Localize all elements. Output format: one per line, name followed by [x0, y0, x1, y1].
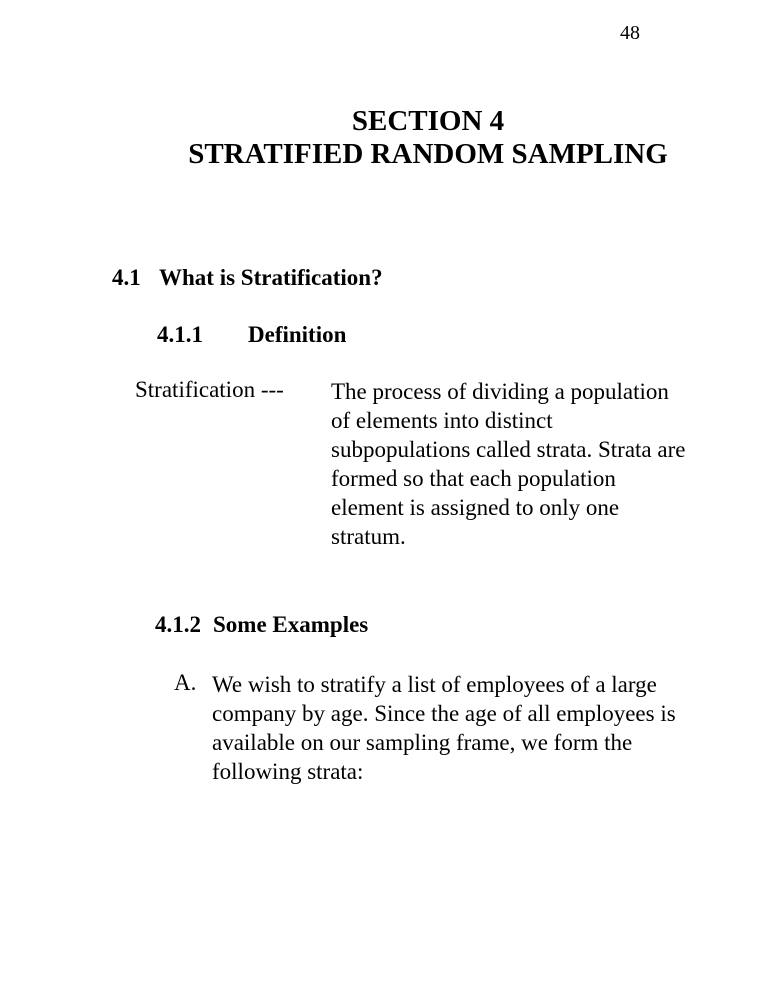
example-item-label: A.: [174, 670, 197, 695]
definition-term: Stratification ---: [135, 377, 284, 402]
subsection-heading-text: Definition: [248, 322, 347, 347]
definition-line: The process of dividing a population: [331, 379, 669, 404]
section-heading-text: What is Stratification?: [159, 265, 383, 290]
section-title: SECTION 4: [351, 105, 505, 137]
example-line: available on our sampling frame, we form the: [212, 730, 633, 755]
section-number: 4.1: [112, 265, 141, 290]
subsection-number: 4.1.2: [155, 612, 201, 637]
subsection-heading-definition: [157, 322, 346, 348]
section-subtitle: STRATIFIED RANDOM SAMPLING: [188, 138, 668, 170]
page-number: 48: [620, 22, 640, 44]
definition-line: formed so that each population: [331, 466, 616, 491]
section-heading: [112, 265, 383, 291]
definition-line: element is assigned to only one: [331, 495, 620, 520]
definition-line: of elements into distinct: [331, 408, 553, 433]
example-line: We wish to stratify a list of employees of a large: [212, 672, 657, 697]
subsection-number: 4.1.1: [157, 322, 203, 347]
example-line: following strata:: [212, 759, 364, 784]
example-line: company by age. Since the age of all employees is: [212, 701, 676, 726]
subsection-heading-text: Some Examples: [213, 612, 369, 637]
definition-body: [331, 377, 751, 551]
definition-line: subpopulations called strata. Strata are: [331, 437, 686, 462]
example-item-body: [212, 670, 752, 786]
definition-line: stratum.: [331, 524, 406, 549]
subsection-heading-examples: [155, 612, 368, 638]
